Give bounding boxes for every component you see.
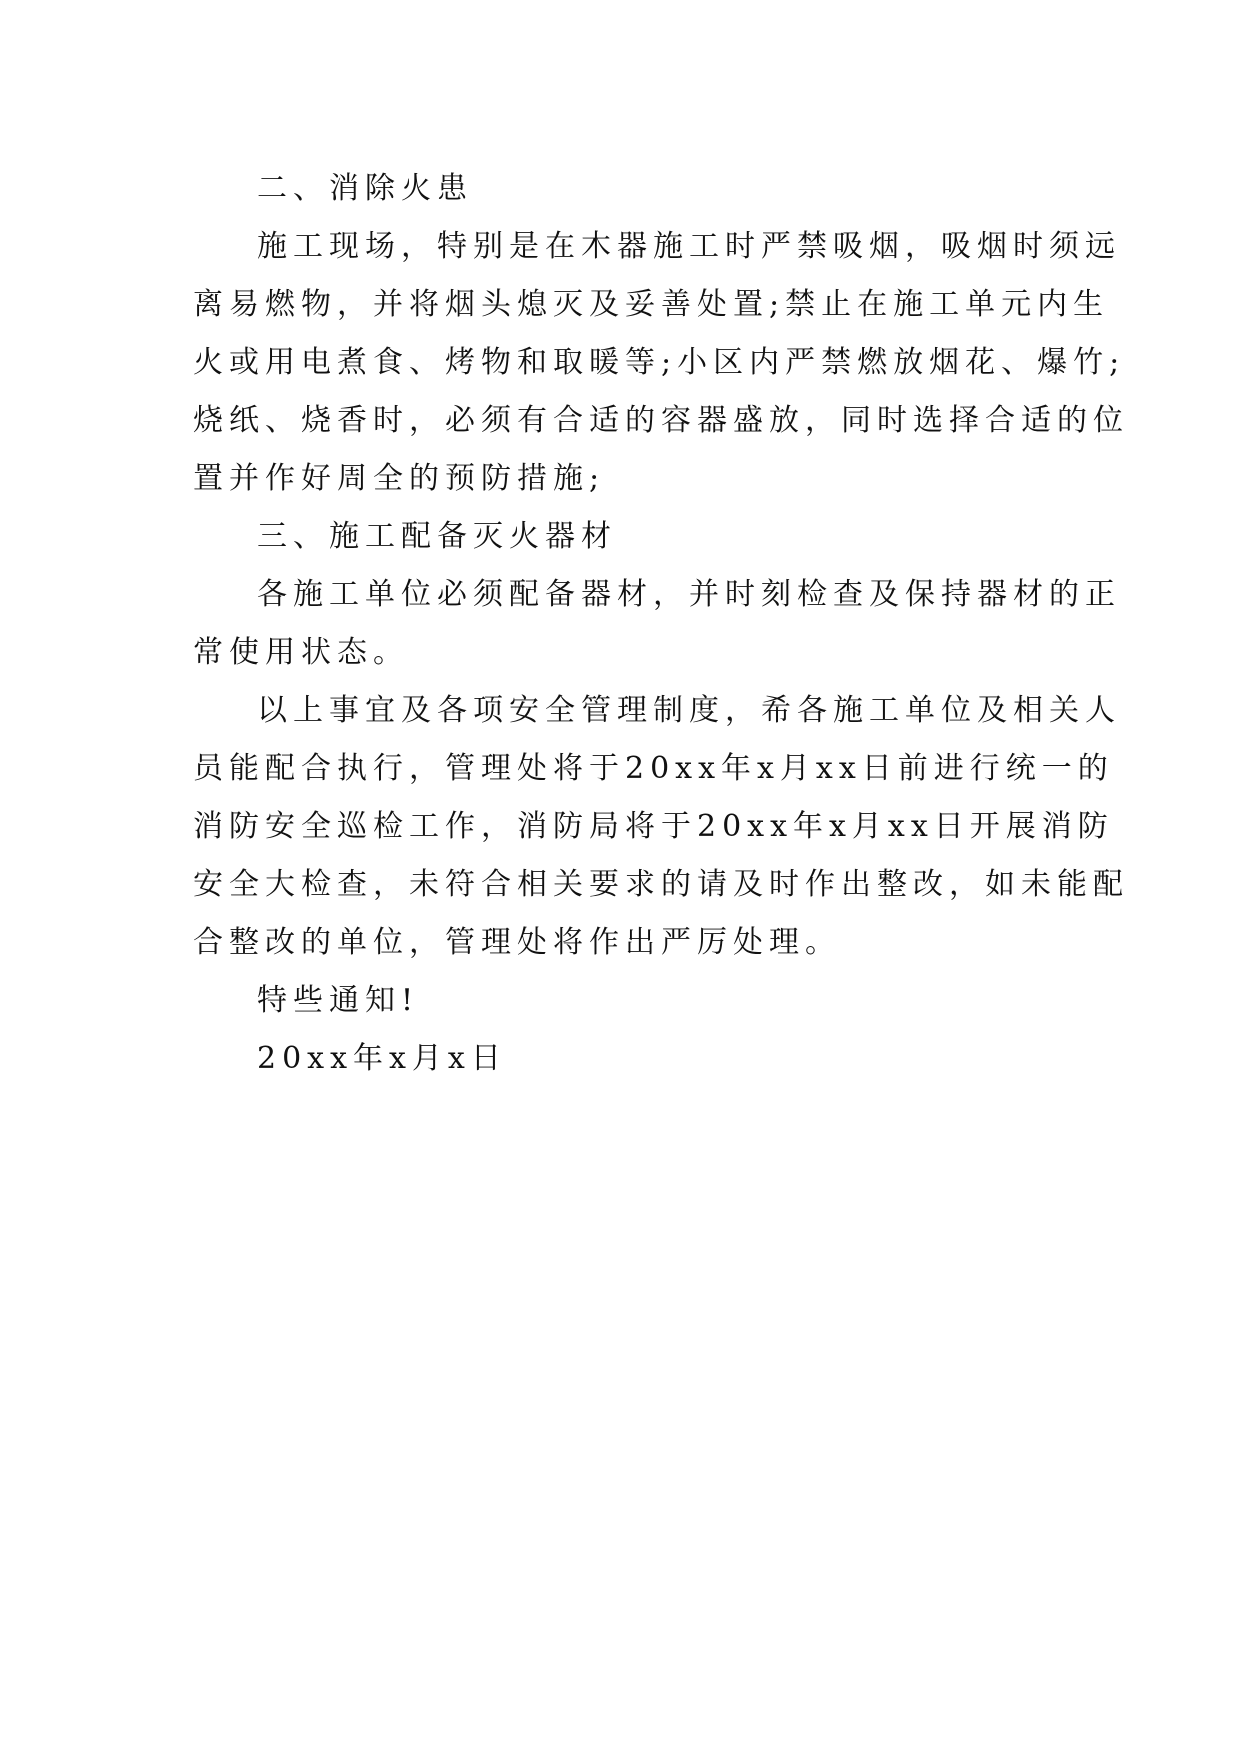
notice-line: 特些通知! [257,983,420,1018]
document-body [193,160,1129,1088]
paragraph-line: 员能配合执行，管理处将于20xx年x月xx日前进行统一的 [193,751,1114,786]
paragraph [193,566,1121,682]
paragraph-line: 施工现场，特别是在木器施工时严禁吸烟，吸烟时须远 [257,229,1121,264]
date-line: 20xx年x月x日 [257,1041,507,1076]
paragraph-line: 烧纸、烧香时，必须有合适的容器盛放，同时选择合适的位 [193,403,1129,438]
paragraph-line: 消防安全巡检工作，消防局将于20xx年x月xx日开展消防 [193,809,1114,844]
paragraph-line: 安全大检查，未符合相关要求的请及时作出整改，如未能配 [193,867,1129,902]
paragraph [193,218,1129,508]
paragraph-line: 各施工单位必须配备器材，并时刻检查及保持器材的正 [257,577,1121,612]
paragraph-line: 置并作好周全的预防措施; [193,461,606,496]
paragraph-line: 以上事宜及各项安全管理制度，希各施工单位及相关人 [257,693,1121,728]
paragraph-line: 火或用电煮食、烤物和取暖等;小区内严禁燃放烟花、爆竹; [193,345,1126,380]
paragraph [193,682,1129,972]
section-heading: 三、施工配备灭火器材 [257,519,617,554]
section-heading: 二、消除火患 [257,171,473,206]
paragraph-line: 离易燃物，并将烟头熄灭及妥善处置;禁止在施工单元内生 [193,287,1110,322]
paragraph-line: 合整改的单位，管理处将作出严厉处理。 [193,925,841,960]
paragraph-line: 常使用状态。 [193,635,409,670]
